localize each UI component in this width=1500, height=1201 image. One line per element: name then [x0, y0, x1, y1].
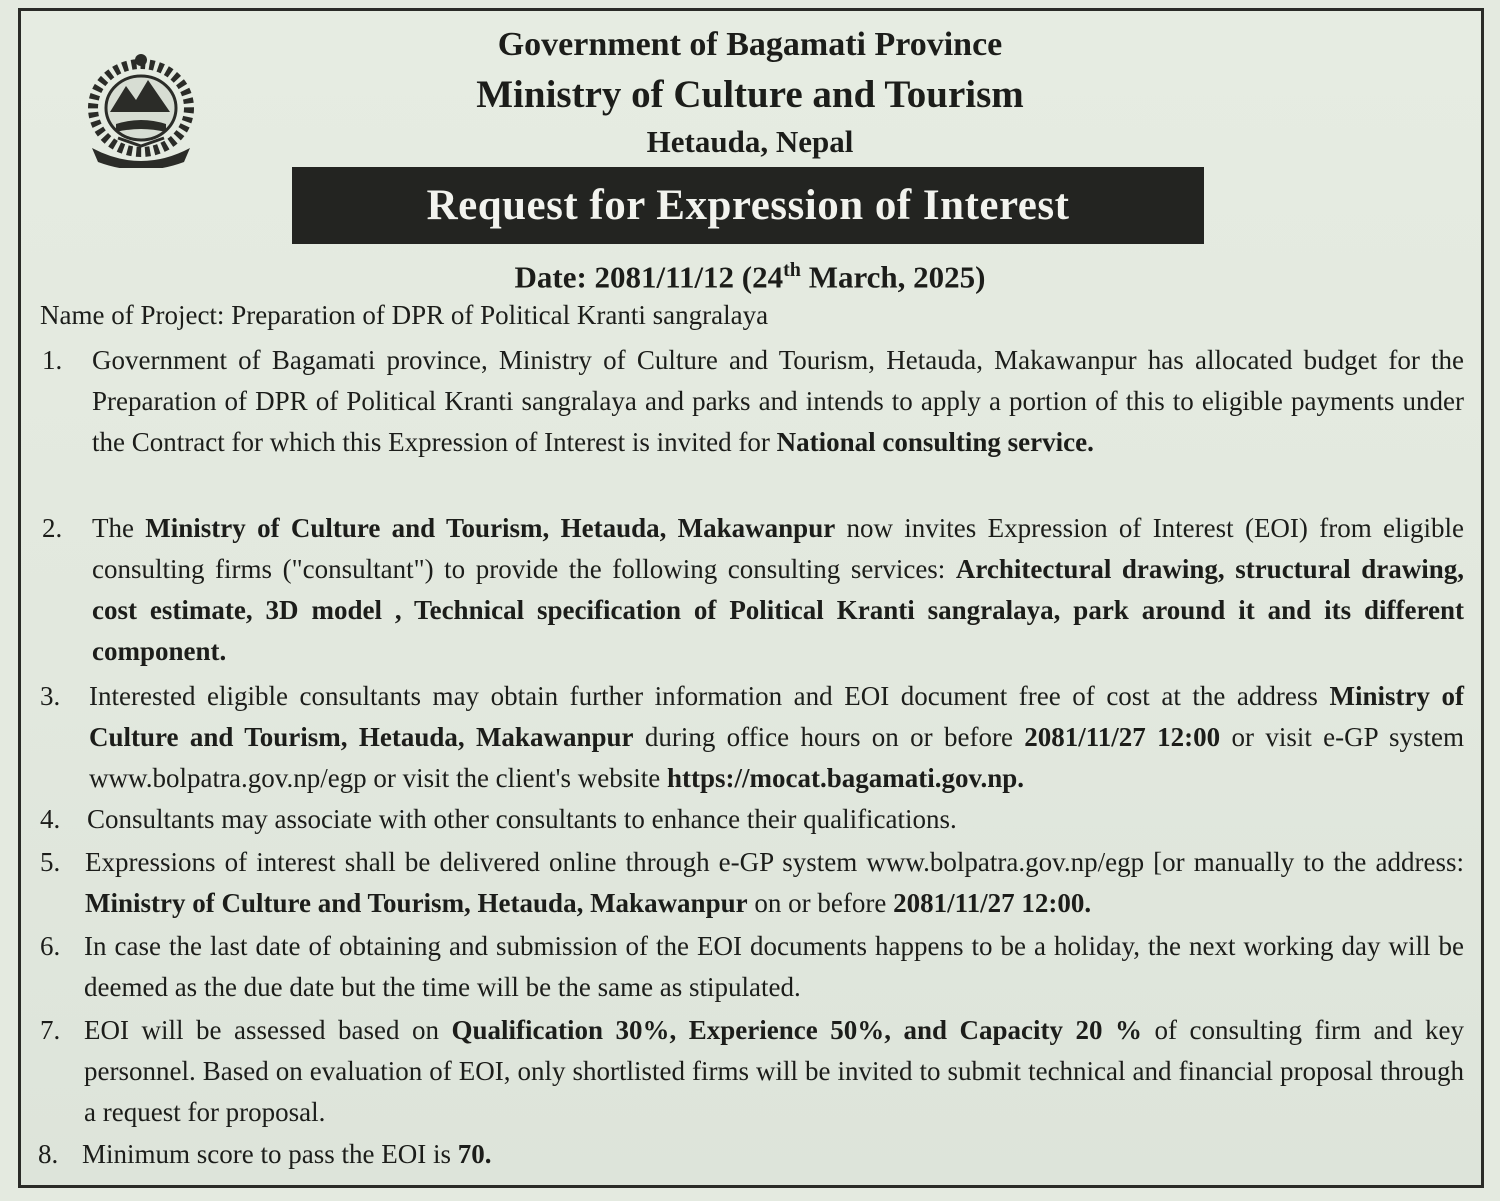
item-number: 3. — [40, 681, 61, 711]
list-item-7 — [0, 1010, 1500, 1136]
notice-banner: Request for Expression of Interest — [292, 167, 1204, 244]
list-item-1 — [0, 340, 1500, 510]
item-number: 2. — [42, 513, 63, 543]
item-number: 5. — [40, 847, 61, 877]
item-text: Expressions of interest shall be delivered online through e-GP system www.bolpatra.gov.np/egp [or manually to the address: Ministry of Culture and Tourism, Hetauda, Makawanpur on or before 2081/11/27 12:00. — [85, 847, 1464, 918]
item-number: 6. — [40, 931, 61, 961]
list-item-3 — [0, 676, 1500, 802]
item-text: In case the last date of obtaining and submission of the EOI documents happens to be a holiday, the next working day will be deemed as the due date but the time will be the same as stipulated. — [84, 931, 1464, 1002]
ministry-title: Ministry of Culture and Tourism — [476, 73, 1024, 116]
item-number: 1. — [42, 345, 63, 375]
item-number: 4. — [40, 804, 61, 834]
list-item-4 — [0, 799, 1500, 841]
item-text: Interested eligible consultants may obtain further information and EOI document free of cost at the address Ministry of Culture and Tourism, Hetauda, Makawanpur during office hours on or before 2081/11/27 12:00 or visit e-GP system www.bolpatra.gov.np/egp or visit the client's website https://mocat.bagamati.gov.np. — [89, 681, 1464, 793]
item-number: 8. — [38, 1139, 59, 1169]
item-number: 7. — [40, 1015, 61, 1045]
item-text: EOI will be assessed based on Qualification 30%, Experience 50%, and Capacity 20 % of consulting firm and key personnel. Based on evaluation of EOI, only shortlisted firms will be invited to submit technical and financial proposal through a request for proposal. — [84, 1015, 1464, 1127]
notice-date: Date: 2081/11/12 (24th March, 2025) — [514, 259, 986, 295]
list-item-5 — [0, 842, 1500, 926]
location-title: Hetauda, Nepal — [646, 124, 854, 159]
list-item-8 — [0, 1134, 1500, 1176]
government-title: Government of Bagamati Province — [497, 26, 1003, 63]
item-text: The Ministry of Culture and Tourism, Hetauda, Makawanpur now invites Expression of Interest (EOI) from eligible consulting firms ("consultant") to provide the following consulting services: Architectural drawing, structural drawing, cost estimate, 3D model , Technical specification of Political Kranti sangralaya, park around it and its different component. — [92, 513, 1464, 666]
list-item-6 — [0, 926, 1500, 1010]
item-text: Minimum score to pass the EOI is 70. — [82, 1139, 492, 1169]
item-text: Government of Bagamati province, Ministry of Culture and Tourism, Hetauda, Makawanpur has allocated budget for the Preparation of DPR of Political Kranti sangralaya and parks and intends to apply a portion of this to eligible payments under the Contract for which this Expression of Interest is invited for National consulting service. — [92, 345, 1464, 457]
project-name: Name of Project: Preparation of DPR of Political Kranti sangralaya — [40, 300, 769, 330]
list-item-2 — [0, 508, 1500, 678]
item-text: Consultants may associate with other consultants to enhance their qualifications. — [87, 804, 957, 834]
